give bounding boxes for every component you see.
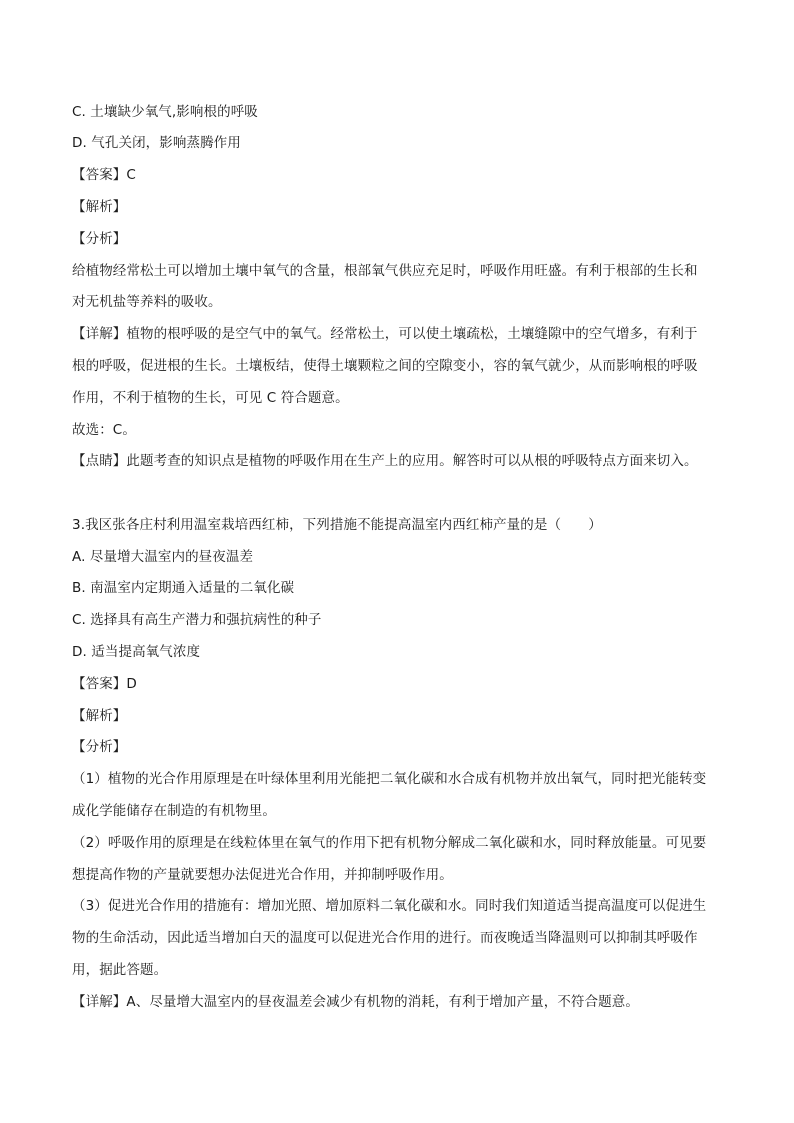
fenxi-text-line: 想提高作物的产量就要想办法促进光合作用，并抑制呼吸作用。 (72, 867, 453, 883)
question-3-stem: 3.我区张各庄村利用温室栽培西红柿，下列措施不能提高温室内西红柿产量的是（ ） (72, 517, 602, 533)
fenxi-text-line: 对无机盐等养料的吸收。 (72, 294, 222, 310)
fenxi-text-line: 物的生命活动，因此适当增加白天的温度可以促进光合作用的进行。而夜晚适当降温则可以抑制其呼吸作 (72, 930, 698, 946)
fenxi-text-line: （2）呼吸作用的原理是在线粒体里在氧气的作用下把有机物分解成二氧化碳和水，同时释放能量。可见要 (72, 835, 707, 851)
option-a-line: A. 尽量增大温室内的昼夜温差 (72, 549, 254, 565)
fenxi-text-line: 成化学能储存在制造的有机物里。 (72, 803, 276, 819)
fenxi-heading: 【分析】 (72, 739, 127, 755)
option-d-line: D. 适当提高氧气浓度 (72, 644, 201, 660)
answer-line: 【答案】D (72, 676, 137, 692)
fenxi-text-line: （3）促进光合作用的措施有：增加光照、增加原料二氧化碳和水。同时我们知道适当提高温度可以促进生 (72, 898, 707, 914)
answer-line: 【答案】C (72, 167, 136, 183)
option-b-line: B. 南温室内定期通入适量的二氧化碳 (72, 580, 295, 596)
analysis-heading: 【解析】 (72, 199, 127, 215)
comment-line: 【点睛】此题考查的知识点是植物的呼吸作用在生产上的应用。解答时可以从根的呼吸特点方面来切入。 (72, 453, 698, 469)
option-c-line: C. 土壤缺少氧气,影响根的呼吸 (72, 104, 258, 120)
fenxi-heading: 【分析】 (72, 231, 127, 247)
detail-text-line: 根的呼吸，促进根的生长。土壤板结，使得土壤颗粒之间的空隙变小，容的氧气就少，从而影响根的呼吸 (72, 358, 698, 374)
fenxi-text-line: （1）植物的光合作用原理是在叶绿体里利用光能把二氧化碳和水合成有机物并放出氧气，同时把光能转变 (72, 771, 707, 787)
detail-text-line: 【详解】植物的根呼吸的是空气中的氧气。经常松土，可以使土壤疏松，土壤缝隙中的空气增多，有利于 (72, 326, 698, 342)
option-d-line: D. 气孔关闭，影响蒸腾作用 (72, 135, 241, 151)
fenxi-text-line: 给植物经常松土可以增加土壤中氧气的含量，根部氧气供应充足时，呼吸作用旺盛。有利于根部的生长和 (72, 263, 698, 279)
detail-text-line: 【详解】A、尽量增大温室内的昼夜温差会减少有机物的消耗，有利于增加产量，不符合题意。 (72, 994, 639, 1010)
detail-text-line: 作用，不利于植物的生长，可见 C 符合题意。 (72, 390, 349, 406)
fenxi-text-line: 用，据此答题。 (72, 962, 168, 978)
option-c-line: C. 选择具有高生产潜力和强抗病性的种子 (72, 612, 322, 628)
analysis-heading: 【解析】 (72, 708, 127, 724)
choice-line: 故选：C。 (72, 422, 136, 438)
